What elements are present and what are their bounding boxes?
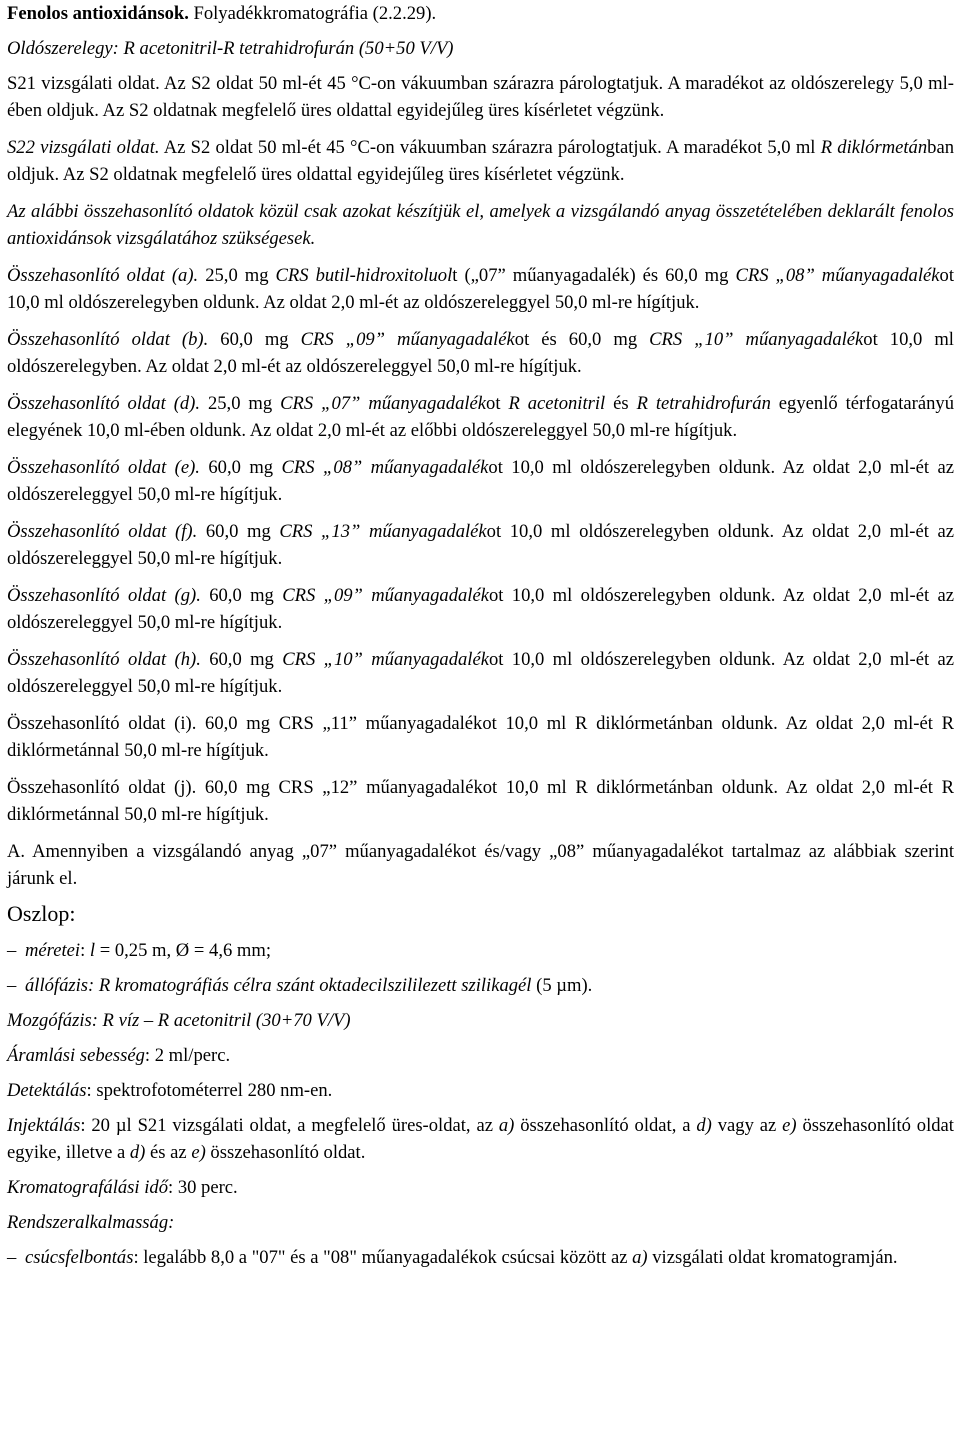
s22-paragraph [7, 134, 954, 188]
s22-text-1: Az S2 oldat 50 ml-ét 45 °C-on vákuumban szárazra párologtatjuk. A maradékot 5,0 ml [159, 137, 821, 158]
ref-a-t2: CRS butil-hidroxitoluol [275, 265, 453, 286]
solvent-paragraph [7, 35, 954, 62]
ref-d-t7: egyenlő térfogatarányú elegyének 10,0 ml-ében oldunk. Az oldat 2,0 ml-ét az előbbi oldószereleggyel 50,0 ml-re hígítjuk. [7, 393, 954, 441]
suit-t1: : legalább 8,0 a "07" és a "08" műanyagadalékok csúcsai között az [133, 1247, 633, 1268]
ref-b-t4: CRS „10” műanyagadalék [649, 329, 864, 350]
dim-label: méretei [25, 940, 81, 961]
ref-d-label: Összehasonlító oldat (d). [7, 393, 201, 414]
dash-marker: – [7, 975, 17, 996]
suitability-heading [7, 1209, 954, 1236]
solvent-text: Oldószerelegy: R acetonitril-R tetrahidrofurán (50+50 V/V) [7, 38, 454, 59]
s22-reagent: R diklórmetán [820, 137, 928, 158]
ref-b-t2: CRS „09” műanyagadalék [300, 329, 515, 350]
dim-value: = 0,25 m, Ø = 4,6 mm; [95, 940, 272, 961]
suit-label: csúcsfelbontás [25, 1247, 134, 1268]
ref-e-label: Összehasonlító oldat (e). [7, 457, 200, 478]
ref-b-t3: ot és 60,0 mg [514, 329, 650, 350]
ref-e-t1: 60,0 mg [199, 457, 282, 478]
ref-f-label: Összehasonlító oldat (f). [7, 521, 198, 542]
ref-b-paragraph [7, 326, 954, 380]
s21-text: S21 vizsgálati oldat. Az S2 oldat 50 ml-ét 45 °C-on vákuumban szárazra párologtatjuk. A maradékot az oldószerelegy 5,0 ml-ében oldjuk. Az S2 oldatnak megfelelő üres oldattal egyidejűleg üres kísérletet végzünk. [7, 73, 954, 121]
suitability-label: Rendszeralkalmasság: [7, 1212, 175, 1233]
ref-g-t2: CRS „09” műanyagadalék [282, 585, 489, 606]
time-value: : 30 perc. [168, 1177, 238, 1198]
ref-a-t1: 25,0 mg [198, 265, 276, 286]
suit-t3: vizsgálati oldat kromatogramján. [647, 1247, 898, 1268]
column-stationary-phase [7, 972, 954, 999]
ref-a-t6: CRS „08” műanyagadalék [735, 265, 940, 286]
inject-t8: d) [129, 1142, 146, 1163]
phase-size: (5 µm). [531, 975, 593, 996]
run-time [7, 1174, 954, 1201]
inject-t11: összehasonlító oldat. [205, 1142, 366, 1163]
ref-h-t1: 60,0 mg [200, 649, 283, 670]
ref-b-t1: 60,0 mg [208, 329, 301, 350]
ref-j-text: Összehasonlító oldat (j). 60,0 mg CRS „12” műanyagadalékot 10,0 ml R diklórmetánban oldunk. Az oldat 2,0 ml-ét R diklórmetánnal 50,0 ml-re hígítjuk. [7, 777, 954, 825]
ref-i-text: Összehasonlító oldat (i). 60,0 mg CRS „11” műanyagadalékot 10,0 ml R diklórmetánban oldunk. Az oldat 2,0 ml-ét R diklórmetánnal 50,0 ml-re hígítjuk. [7, 713, 954, 761]
inject-t10: e) [191, 1142, 206, 1163]
ref-a-t4: „07” műanyagadalék [470, 265, 630, 286]
ref-d-t4: R acetonitril [508, 393, 606, 414]
ref-b-label: Összehasonlító oldat (b). [7, 329, 209, 350]
suit-t2: a) [632, 1247, 648, 1268]
inject-t1: : 20 µl S21 vizsgálati oldat, a megfelelő üres-oldat, az [80, 1115, 499, 1136]
inject-t3: összehasonlító oldat, a [514, 1115, 697, 1136]
time-label: Kromatografálási idő [7, 1177, 168, 1198]
ref-d-t3: ot [486, 393, 509, 414]
ref-a-t7: ot 10,0 ml oldószerelegyben oldunk. Az oldat 2,0 ml-ét az oldószereleggyel 50,0 ml-re hígítjuk. [7, 265, 954, 313]
ref-d-paragraph [7, 390, 954, 444]
flow-label: Áramlási sebesség [7, 1045, 145, 1066]
ref-f-t3: ot 10,0 ml oldószerelegyben oldunk. Az oldat 2,0 ml-ét az oldószereleggyel 50,0 ml-re hígítjuk. [7, 521, 955, 569]
ref-g-t3: ot 10,0 ml oldószerelegyben oldunk. Az oldat 2,0 ml-ét az oldószereleggyel 50,0 ml-re hígítjuk. [7, 585, 954, 633]
ref-g-paragraph [7, 582, 954, 636]
section-a-text: A. Amennyiben a vizsgálandó anyag „07” műanyagadalékot és/vagy „08” műanyagadalékot tartalmaz az alábbiak szerint járunk el. [7, 841, 954, 889]
ref-b-t5: ot 10,0 ml oldószerelegyben. Az oldat 2,0 ml-ét az oldószereleggyel 50,0 ml-re hígítjuk. [7, 329, 954, 377]
ref-e-t3: ot 10,0 ml oldószerelegyben oldunk. Az oldat 2,0 ml-ét az oldószereleggyel 50,0 ml-re hígítjuk. [7, 457, 955, 505]
column-heading [7, 900, 954, 929]
ref-a-t5: ) és 60,0 mg [629, 265, 736, 286]
dim-symbol: l [89, 940, 96, 961]
inject-t4: d) [696, 1115, 712, 1136]
ref-d-t5: és [605, 393, 637, 414]
inject-t2: a) [498, 1115, 515, 1136]
ref-h-t3: ot 10,0 ml oldószerelegyben oldunk. Az oldat 2,0 ml-ét az oldószereleggyel 50,0 ml-re hígítjuk. [7, 649, 954, 697]
ref-d-t6: R tetrahidrofurán [636, 393, 771, 414]
flow-rate [7, 1042, 954, 1069]
ref-h-label: Összehasonlító oldat (h). [7, 649, 201, 670]
column-label: Oszlop: [7, 901, 76, 926]
detect-label: Detektálás [7, 1080, 87, 1101]
title-bold: Fenolos antioxidánsok. [7, 3, 189, 24]
ref-a-paragraph [7, 262, 954, 316]
section-a-paragraph [7, 838, 954, 892]
inject-t5: vagy az [711, 1115, 783, 1136]
ref-g-label: Összehasonlító oldat (g). [7, 585, 201, 606]
section-title [7, 0, 954, 27]
injection [7, 1112, 954, 1166]
ref-e-paragraph [7, 454, 954, 508]
inject-t7: összehasonlító oldat egyike, illetve a [7, 1115, 954, 1163]
inject-t9: és az [145, 1142, 192, 1163]
ref-a-label: Összehasonlító oldat (a). [7, 265, 199, 286]
mobile-phase [7, 1007, 954, 1034]
ref-f-t1: 60,0 mg [197, 521, 280, 542]
dash-marker: – [7, 940, 17, 961]
ref-d-t1: 25,0 mg [200, 393, 281, 414]
s22-text-2: ban oldjuk. Az S2 oldatnak megfelelő üres oldattal egyidejűleg üres kísérletet végzünk. [7, 137, 954, 185]
ref-i-paragraph [7, 710, 954, 764]
detection [7, 1077, 954, 1104]
ref-e-t2: CRS „08” műanyagadalék [281, 457, 489, 478]
inject-t6: e) [782, 1115, 797, 1136]
ref-f-t2: CRS „13” műanyagadalék [279, 521, 487, 542]
column-dimensions [7, 937, 954, 964]
title-rest: Folyadékkromatográfia (2.2.29). [188, 3, 437, 24]
ref-j-paragraph [7, 774, 954, 828]
dim-sep: : [80, 940, 90, 961]
ref-f-paragraph [7, 518, 954, 572]
phase-text: állófázis: R kromatográfiás célra szánt oktadecilszililezett szilikagél [25, 975, 532, 996]
intro-text: Az alábbi összehasonlító oldatok közül csak azokat készítjük el, amelyek a vizsgálandó anyag összetételében deklarált fenolos antioxidánsok vizsgálatához szükségesek. [7, 201, 954, 249]
ref-h-paragraph [7, 646, 954, 700]
mobile-text: Mozgófázis: R víz – R acetonitril (30+70 V/V) [7, 1010, 351, 1031]
detect-value: : spektrofotométerrel 280 nm-en. [86, 1080, 333, 1101]
intro-paragraph [7, 198, 954, 252]
flow-value: : 2 ml/perc. [144, 1045, 231, 1066]
ref-h-t2: CRS „10” műanyagadalék [282, 649, 489, 670]
ref-g-t1: 60,0 mg [200, 585, 283, 606]
dash-marker: – [7, 1247, 17, 1268]
s21-paragraph [7, 70, 954, 124]
inject-label: Injektálás [7, 1115, 81, 1136]
ref-d-t2: CRS „07” műanyagadalék [280, 393, 487, 414]
suitability-item [7, 1244, 954, 1271]
ref-a-t3: t ( [452, 265, 471, 286]
s22-label: S22 vizsgálati oldat. [7, 137, 160, 158]
